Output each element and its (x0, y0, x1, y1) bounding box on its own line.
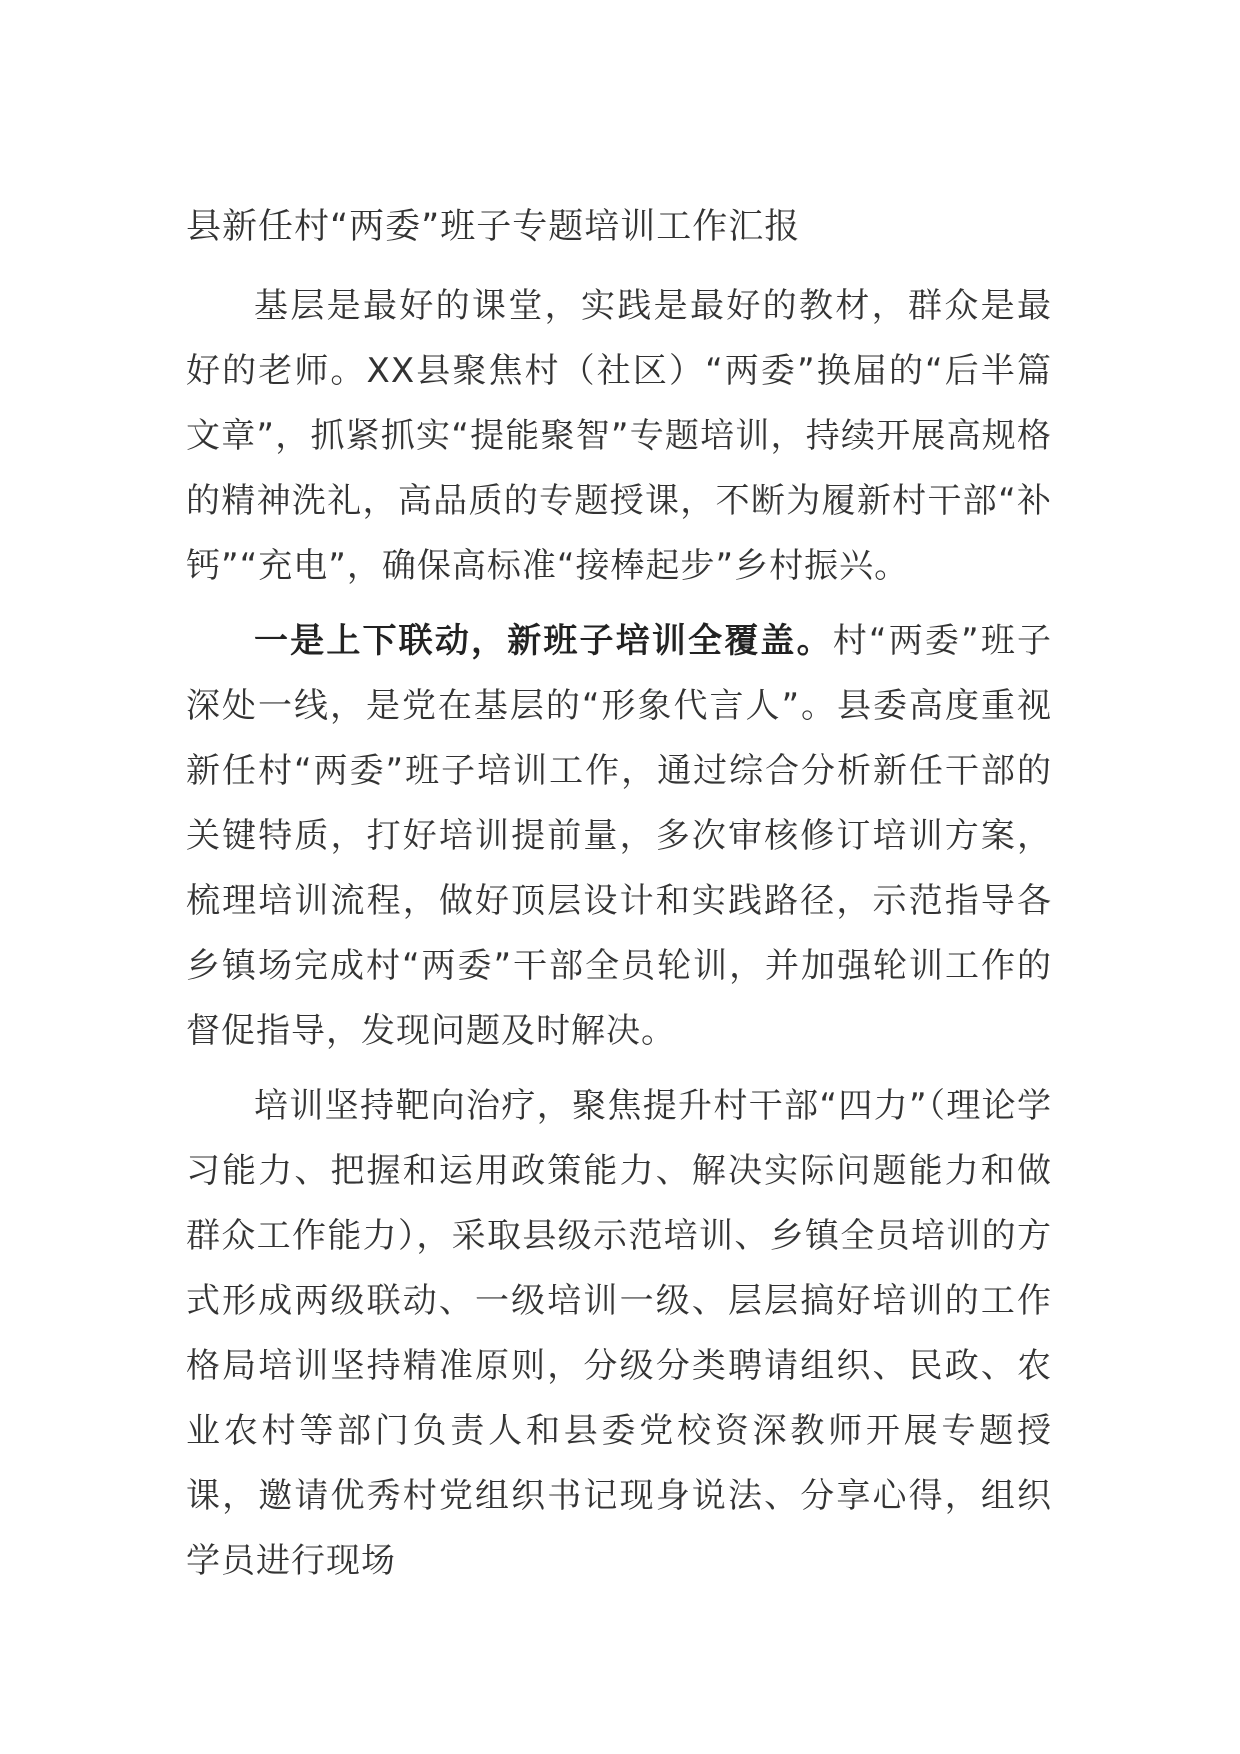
paragraph-text: 基层是最好的课堂，实践是最好的教材，群众是最好的老师。XX县聚焦村（社区）“两委”换届的“后半篇文章”，抓紧抓实“提能聚智”专题培训，持续开展高规格的精神洗礼，高品质的专题授课，不断为履新村干部“补钙”“充电”，确保高标准“接棒起步”乡村振兴。 (186, 286, 1052, 586)
paragraph-training-approach (186, 1074, 1052, 1594)
paragraph-text: 培训坚持靶向治疗，聚焦提升村干部“四力”（理论学习能力、把握和运用政策能力、解决实际问题能力和做群众工作能力），采取县级示范培训、乡镇全员培训的方式形成两级联动、一级培训一级、层层搞好培训的工作格局培训坚持精准原则，分级分类聘请组织、民政、农业农村等部门负责人和县委党校资深教师开展专题授课，邀请优秀村党组织书记现身说法、分享心得，组织学员进行现场 (186, 1086, 1052, 1581)
paragraph-text: 村“两委”班子深处一线，是党在基层的“形象代言人”。县委高度重视新任村“两委”班子培训工作，通过综合分析新任干部的关键特质，打好培训提前量，多次审核修订培训方案，梳理培训流程，做好顶层设计和实践路径，示范指导各乡镇场完成村“两委”干部全员轮训，并加强轮训工作的督促指导，发现问题及时解决。 (186, 621, 1053, 1051)
paragraph-intro (186, 274, 1052, 599)
document-body (186, 274, 1052, 1604)
paragraph-section-one (186, 609, 1052, 1064)
paragraph-lead: 一是上下联动，新班子培训全覆盖。 (254, 621, 833, 661)
document-title: 县新任村“两委”班子专题培训工作汇报 (186, 207, 801, 247)
